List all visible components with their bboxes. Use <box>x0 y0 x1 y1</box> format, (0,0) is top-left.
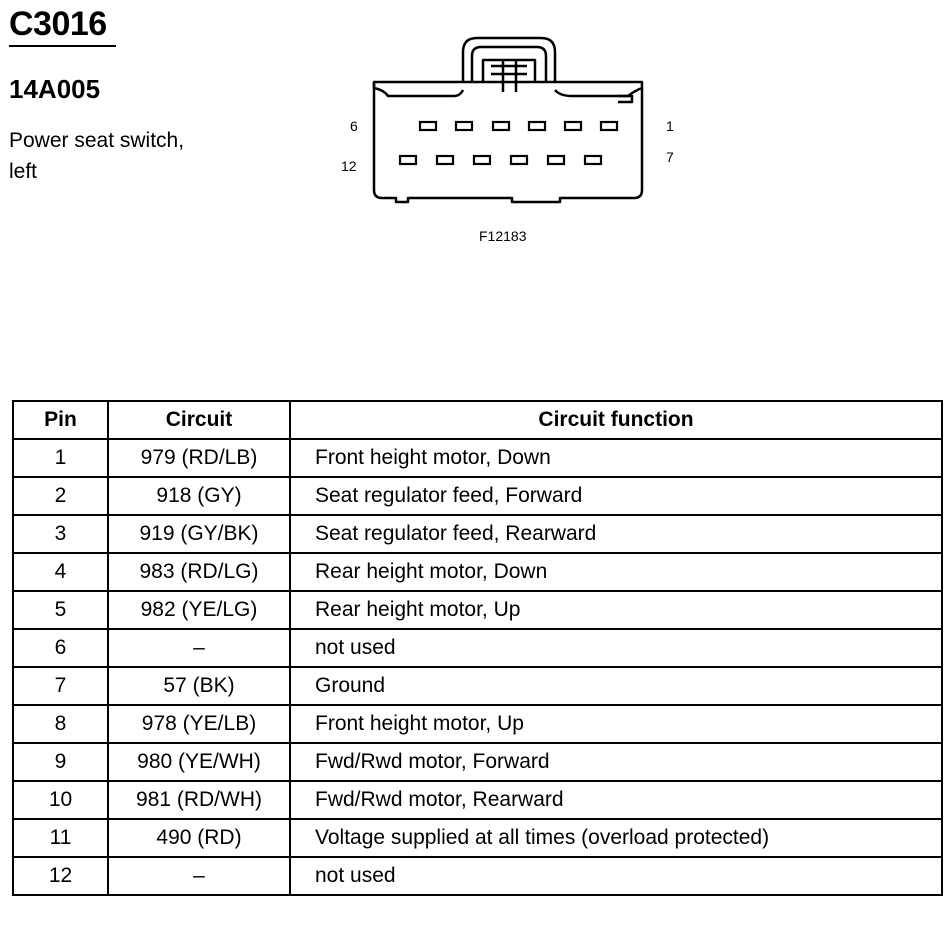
function-cell: not used <box>290 857 942 895</box>
circuit-cell: 980 (YE/WH) <box>108 743 290 781</box>
pin-cell: 2 <box>13 477 108 515</box>
pin-cell: 5 <box>13 591 108 629</box>
function-cell: Front height motor, Up <box>290 705 942 743</box>
pin-cavity <box>529 122 545 130</box>
table-row <box>13 705 942 743</box>
circuit-cell: 981 (RD/WH) <box>108 781 290 819</box>
table-row <box>13 857 942 895</box>
pin-cavity <box>548 156 564 164</box>
circuit-cell: 979 (RD/LB) <box>108 439 290 477</box>
circuit-cell: 978 (YE/LB) <box>108 705 290 743</box>
table-header-row <box>13 401 942 439</box>
table-row <box>13 819 942 857</box>
pin-cell: 12 <box>13 857 108 895</box>
part-number: 14A005 <box>9 74 101 104</box>
function-cell: Rear height motor, Up <box>290 591 942 629</box>
pin-cavity <box>585 156 601 164</box>
header-pin: Pin <box>13 401 108 439</box>
pin-cavity <box>420 122 436 130</box>
connector-body <box>374 82 642 202</box>
pin-cell: 4 <box>13 553 108 591</box>
function-cell: Rear height motor, Down <box>290 553 942 591</box>
pin-cell: 7 <box>13 667 108 705</box>
function-cell: Fwd/Rwd motor, Forward <box>290 743 942 781</box>
pin-cavity <box>511 156 527 164</box>
pin-label-top-left: 6 <box>350 118 358 134</box>
table-row <box>13 477 942 515</box>
circuit-cell: 919 (GY/BK) <box>108 515 290 553</box>
circuit-cell: – <box>108 857 290 895</box>
pin-cell: 6 <box>13 629 108 667</box>
pin-label-bottom-right: 7 <box>666 149 674 165</box>
circuit-cell: 918 (GY) <box>108 477 290 515</box>
table-row <box>13 591 942 629</box>
table-row <box>13 629 942 667</box>
connector-description: Power seat switch, left <box>9 129 185 183</box>
circuit-cell: 490 (RD) <box>108 819 290 857</box>
pinout-table <box>12 400 943 896</box>
circuit-cell: – <box>108 629 290 667</box>
table-row <box>13 743 942 781</box>
function-cell: Ground <box>290 667 942 705</box>
function-cell: Front height motor, Down <box>290 439 942 477</box>
pin-cavity <box>400 156 416 164</box>
pin-cell: 8 <box>13 705 108 743</box>
header-circuit-function: Circuit function <box>290 401 942 439</box>
pin-cell: 9 <box>13 743 108 781</box>
function-cell: Seat regulator feed, Rearward <box>290 515 942 553</box>
pin-label-bottom-left: 12 <box>341 158 357 174</box>
connector-id: C3016 <box>9 5 107 43</box>
table-row <box>13 553 942 591</box>
pin-cavity <box>601 122 617 130</box>
pin-cavity <box>493 122 509 130</box>
function-cell: Seat regulator feed, Forward <box>290 477 942 515</box>
pin-cell: 1 <box>13 439 108 477</box>
pin-cavity <box>456 122 472 130</box>
pin-cell: 3 <box>13 515 108 553</box>
pin-cell: 11 <box>13 819 108 857</box>
table-row <box>13 515 942 553</box>
table-row <box>13 781 942 819</box>
pin-label-top-right: 1 <box>666 118 674 134</box>
function-cell: Voltage supplied at all times (overload protected) <box>290 819 942 857</box>
figure-code: F12183 <box>479 228 527 244</box>
circuit-cell: 982 (YE/LG) <box>108 591 290 629</box>
header-circuit: Circuit <box>108 401 290 439</box>
table-row <box>13 667 942 705</box>
circuit-cell: 983 (RD/LG) <box>108 553 290 591</box>
table-row <box>13 439 942 477</box>
pin-cavity <box>437 156 453 164</box>
pin-cavity <box>565 122 581 130</box>
connector-id-underline <box>9 45 116 47</box>
function-cell: not used <box>290 629 942 667</box>
pin-cavity <box>474 156 490 164</box>
circuit-cell: 57 (BK) <box>108 667 290 705</box>
pin-cell: 10 <box>13 781 108 819</box>
function-cell: Fwd/Rwd motor, Rearward <box>290 781 942 819</box>
connector-face-drawing <box>360 30 680 215</box>
